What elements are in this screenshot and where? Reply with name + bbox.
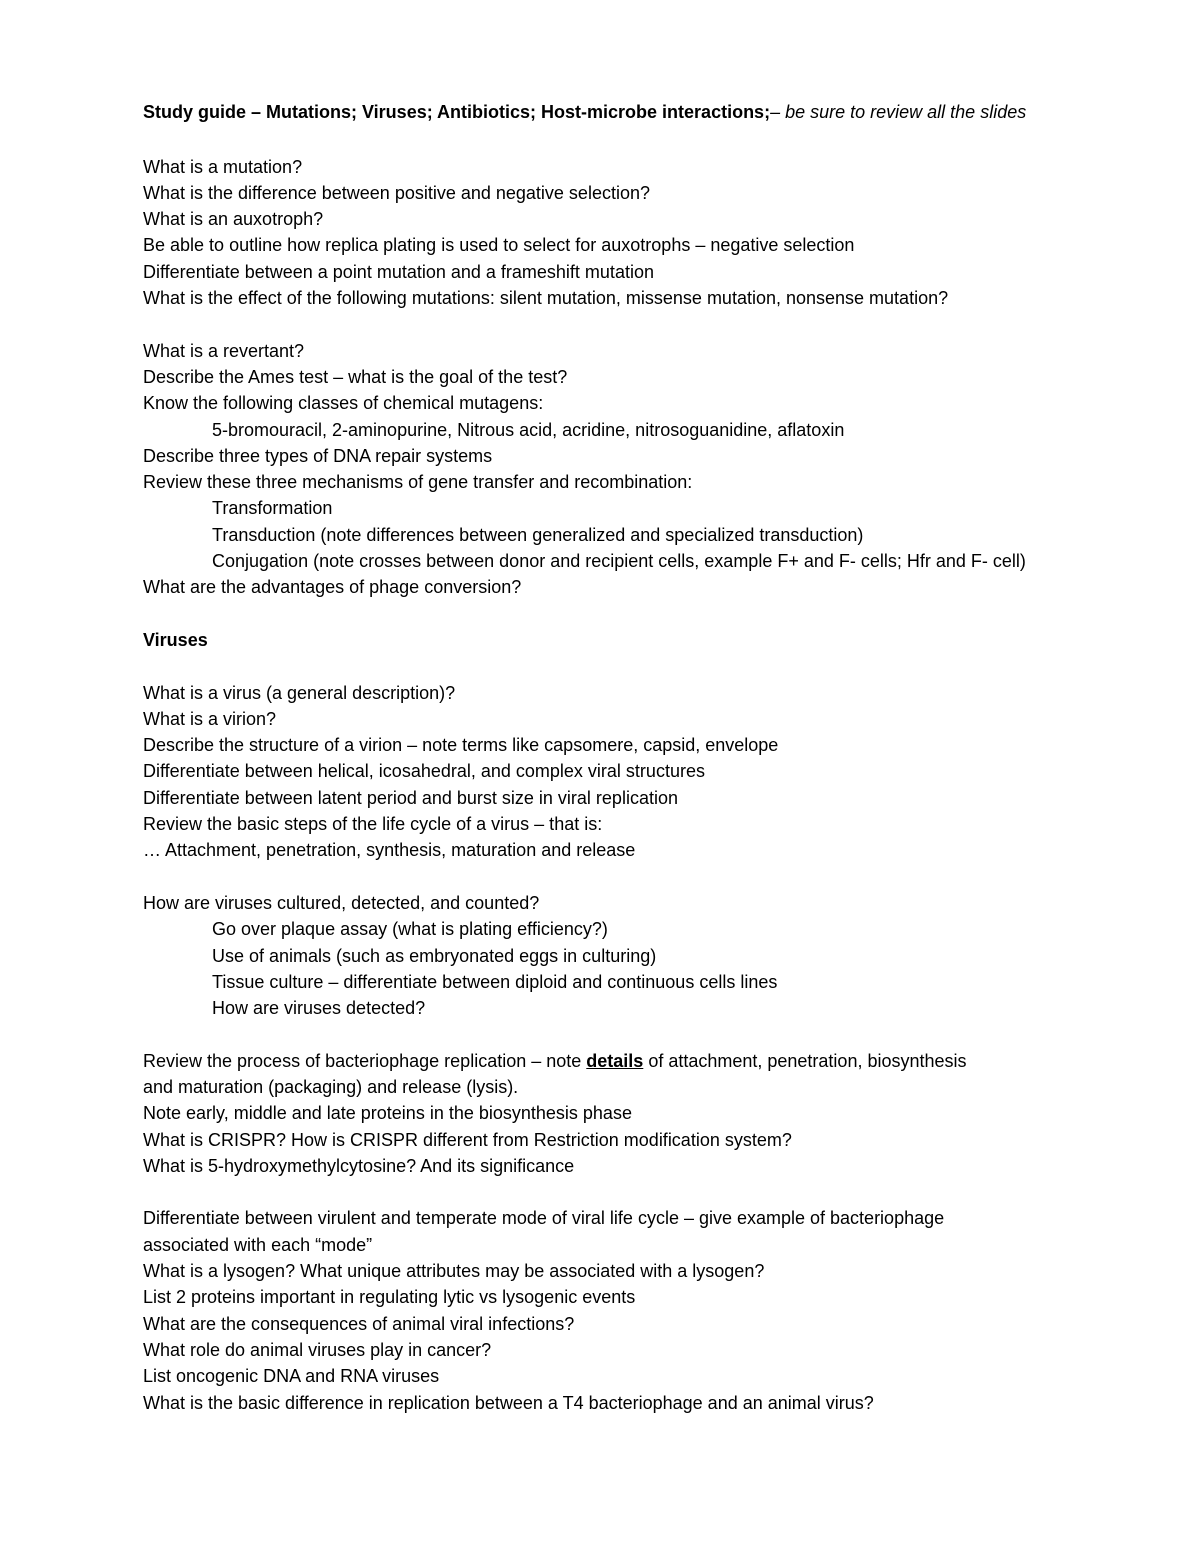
indented-line: Conjugation (note crosses between donor and recipient cells, example F+ and F- cells; Hfr and F- cell) <box>212 551 1026 572</box>
indented-line: Tissue culture – differentiate between diploid and continuous cells lines <box>212 971 778 992</box>
question-line: How are viruses cultured, detected, and counted? <box>143 892 540 913</box>
emphasis-details: details <box>586 1050 644 1071</box>
question-line: Differentiate between helical, icosahedral, and complex viral structures <box>143 761 705 782</box>
indented-line: 5-bromouracil, 2-aminopurine, Nitrous acid, acridine, nitrosoguanidine, aflatoxin <box>212 419 845 440</box>
question-line: Describe the structure of a virion – note terms like capsomere, capsid, envelope <box>143 735 779 756</box>
question-line: Know the following classes of chemical mutagens: <box>143 393 544 414</box>
spacer <box>143 1021 1153 1047</box>
question-line: What role do animal viruses play in cancer? <box>143 1339 492 1360</box>
question-line: Differentiate between virulent and temperate mode of viral life cycle – give example of bacteriophage <box>143 1208 945 1229</box>
question-line <box>143 1048 1153 1074</box>
indented-line: Use of animals (such as embryonated eggs in culturing) <box>212 945 657 966</box>
question-line: Describe the Ames test – what is the goal of the test? <box>143 366 568 387</box>
question-line: Review the basic steps of the life cycle of a virus – that is: <box>143 814 603 835</box>
question-line: associated with each “mode” <box>143 1234 373 1255</box>
question-line: What is the basic difference in replication between a T4 bacteriophage and an animal virus? <box>143 1392 874 1413</box>
indented-line: Transduction (note differences between generalized and specialized transduction) <box>212 524 864 545</box>
question-line: What is the difference between positive and negative selection? <box>143 182 650 203</box>
question-line: What are the advantages of phage conversion? <box>143 577 522 598</box>
question-line: What is the effect of the following mutations: silent mutation, missense mutation, nonsense mutation? <box>143 288 949 309</box>
question-line: What are the consequences of animal viral infections? <box>143 1313 575 1334</box>
indented-line: How are viruses detected? <box>212 998 426 1019</box>
text-run: of attachment, penetration, biosynthesis <box>643 1050 967 1071</box>
text-run: Review the process of bacteriophage replication – note <box>143 1050 587 1071</box>
question-line: What is a virus (a general description)? <box>143 682 456 703</box>
question-line: Differentiate between latent period and burst size in viral replication <box>143 787 678 808</box>
indented-line: Go over plaque assay (what is plating efficiency?) <box>212 919 608 940</box>
question-line: What is a mutation? <box>143 156 303 177</box>
spacer <box>143 864 1153 890</box>
question-line: What is an auxotroph? <box>143 209 324 230</box>
spacer <box>143 1179 1153 1205</box>
question-line: List oncogenic DNA and RNA viruses <box>143 1366 440 1387</box>
question-line: … Attachment, penetration, synthesis, maturation and release <box>143 840 636 861</box>
document-body <box>143 99 1153 1416</box>
title-bold: Study guide – Mutations; Viruses; Antibiotics; Host-microbe interactions; <box>143 102 771 122</box>
question-line: and maturation (packaging) and release (lysis). <box>143 1076 519 1097</box>
question-line: Describe three types of DNA repair systems <box>143 445 493 466</box>
title-dash: – <box>770 102 786 122</box>
question-line: What is a lysogen? What unique attributes may be associated with a lysogen? <box>143 1261 765 1282</box>
question-line: Review these three mechanisms of gene transfer and recombination: <box>143 472 693 493</box>
question-line: List 2 proteins important in regulating lytic vs lysogenic events <box>143 1287 636 1308</box>
question-line: What is CRISPR? How is CRISPR different from Restriction modification system? <box>143 1129 792 1150</box>
spacer <box>143 601 1153 627</box>
question-line: Note early, middle and late proteins in the biosynthesis phase <box>143 1103 632 1124</box>
title-italic: be sure to review all the slides <box>785 102 1027 122</box>
indented-line: Transformation <box>212 498 333 519</box>
section-heading-viruses: Viruses <box>143 629 208 650</box>
document-title <box>143 99 1153 125</box>
spacer <box>143 311 1153 337</box>
spacer <box>143 653 1153 679</box>
question-line: Differentiate between a point mutation and a frameshift mutation <box>143 261 654 282</box>
question-line: What is a revertant? <box>143 340 305 361</box>
question-line: What is 5-hydroxymethylcytosine? And its significance <box>143 1155 575 1176</box>
question-line: Be able to outline how replica plating is used to select for auxotrophs – negative selection <box>143 235 855 256</box>
question-line: What is a virion? <box>143 708 277 729</box>
spacer <box>143 125 1153 151</box>
